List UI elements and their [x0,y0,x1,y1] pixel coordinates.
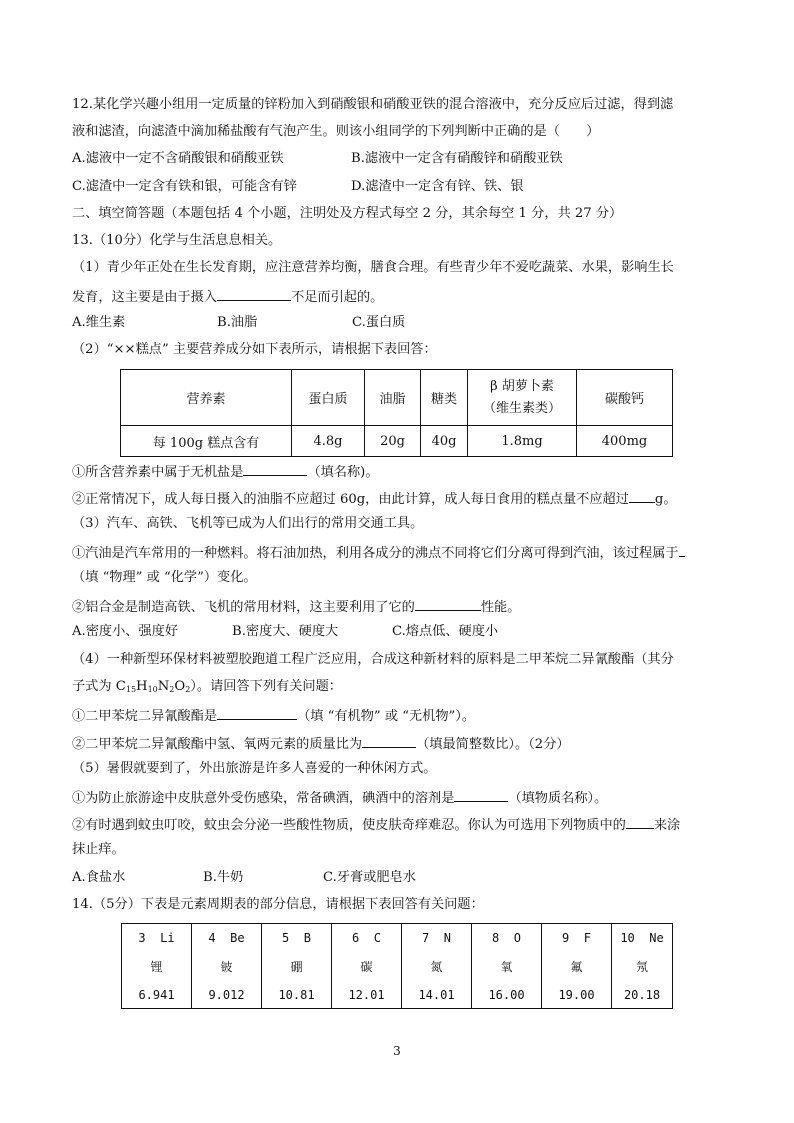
question-text: ②有时遇到蚊虫叮咬，蚊虫会分泌一些酸性物质，使皮肤奇痒难忍。你认为可选用下列物质中的 [72,818,626,833]
page-number: 3 [393,1044,401,1058]
table-cell: 20g [365,426,421,457]
element-cell-f [542,924,612,1009]
q13-part2-heading: （2）“××糕点” 主要营养成分如下表所示，请根据下表回答： [72,342,437,357]
formula-element: O [174,679,186,694]
table-row [121,426,673,457]
atomic-number: 10 [620,930,635,945]
q13-part3-options [72,623,498,641]
question-text: ②二甲苯烷二异氰酸酯中氢、氧两元素的质量比为 [72,737,363,752]
element-cell-o [472,924,542,1009]
q13-part1-text-b: 不足而引起的。 [291,290,384,305]
answer-blank[interactable] [415,596,481,611]
q13-part3-q2 [72,596,520,617]
answer-blank[interactable] [679,542,685,557]
answer-blank[interactable] [626,814,654,829]
question-text: （填最简整数比）。（2分） [416,737,570,752]
atomic-number: 8 [492,930,500,945]
q13-part2-q2 [72,488,677,509]
q13-part1-line1: （1）青少年正处在生长发育期，应注意营养均衡，膳食合理。有些青少年不爱吃蔬菜、水果，影响生长 [72,260,674,275]
question-text: ①为防止旅游途中皮肤意外受伤感染，常备碘酒，碘酒中的溶剂是 [72,791,455,806]
element-cell-be [192,924,262,1009]
atomic-number: 5 [282,930,290,945]
table-header-text: （维生素类） [482,400,561,416]
q13-part4-q1 [72,705,475,726]
atomic-mass: 19.00 [558,987,595,1002]
element-symbol: N [443,930,451,945]
q12-stem-line1: 12.某化学兴趣小组用一定质量的锌粉加入到硝酸银和硝酸亚铁的混合溶液中，充分反应后过滤，得到滤 [72,97,674,112]
q13-part5-q2-line2: 抹止痒。 [72,842,125,857]
table-header-cell: 蛋白质 [292,370,365,426]
atomic-mass: 14.01 [418,987,455,1002]
element-number-symbol [138,931,174,945]
element-symbol: C [373,930,381,945]
element-number-symbol [492,931,521,945]
element-cell-n [402,924,472,1009]
atomic-number: 3 [138,930,146,945]
formula-subscript: 2 [169,685,175,694]
element-name: 铍 [220,959,233,974]
table-header-cell: 碳酸钙 [577,370,673,426]
element-number-symbol [208,931,244,945]
question-text: 性能。 [480,600,521,615]
element-cell-c [332,924,402,1009]
question-text: 子式为 C [72,679,126,694]
q13-part1-text-a: 发育，这主要是由于摄入 [72,290,218,305]
atomic-number: 6 [352,930,360,945]
q13-part4-q2 [72,733,570,754]
answer-blank[interactable] [629,488,655,503]
element-name: 锂 [150,959,163,974]
element-number-symbol [562,931,591,945]
q13-part3-option-c: C.熔点低、硬度小 [392,624,499,639]
question-text: （填 “有机物” 或 “无机物”）。 [297,709,476,724]
element-number-symbol [282,931,311,945]
q13-part5-q1 [72,787,607,808]
question-text: （填物质名称）。 [508,791,608,806]
table-cell: 400mg [577,426,673,457]
atomic-mass: 10.81 [278,987,315,1002]
q13-heading: 13.（10分）化学与生活息息相关。 [72,233,282,248]
table-cell: 4.8g [292,426,365,457]
formula-subscript: 15 [125,685,137,694]
question-text: ①二甲苯烷二异氰酸酯是 [72,709,218,724]
atomic-mass: 6.941 [138,987,175,1002]
q13-part5-options [72,869,416,887]
q13-part3-q1-line1 [72,542,685,563]
nutrition-table [120,369,673,457]
question-text: ②正常情况下，成人每日摄入的油脂不应超过 60g，由此计算，成人每日食用的糕点量不应超过 [72,492,629,507]
element-symbol: F [583,930,591,945]
atomic-mass: 12.01 [348,987,385,1002]
q12-stem-line2: 液和滤渣，向滤渣中滴加稀盐酸有气泡产生。则该小组同学的下列判断中正确的是（ ） [72,124,600,139]
element-symbol: Li [160,930,175,945]
table-cell: 40g [421,426,468,457]
section-heading: 二、填空简答题（本题包括 4 个小题，注明处及方程式每空 2 分，其余每空 1 分，共 27 分） [72,206,623,221]
table-header-row [121,370,673,426]
q13-part5-option-c: C.牙膏或肥皂水 [323,870,416,885]
q12-option-d: D.滤渣中一定含有锌、铁、银 [351,179,524,194]
element-name: 碳 [360,959,373,974]
formula-subscript: 10 [147,685,158,694]
q13-part4-line2 [72,678,342,699]
answer-blank[interactable] [217,286,291,301]
table-header-cell: 营养素 [121,370,292,426]
q12-option-a: A.滤液中一定不含硝酸银和硝酸亚铁 [72,151,284,166]
q12-options-row2 [72,178,524,196]
element-name: 硼 [290,959,303,974]
q13-part4-line1: （4）一种新型环保材料被塑胶跑道工程广泛应用，合成这种新材料的原料是二甲苯烷二异氰酸酯（其分 [72,652,674,667]
element-symbol: Ne [649,930,664,945]
answer-blank[interactable] [454,787,508,802]
q13-part1-option-a: A.维生素 [72,315,126,330]
q13-part5-q2-line1 [72,814,680,835]
atomic-number: 4 [208,930,216,945]
atomic-number: 9 [562,930,570,945]
element-name: 氮 [430,959,443,974]
periodic-table [121,923,673,1009]
element-symbol: Be [230,930,245,945]
q14-heading: 14.（5分）下表是元素周期表的部分信息，请根据下表回答有关问题： [72,897,484,912]
answer-blank[interactable] [362,733,416,748]
element-number-symbol [620,931,663,945]
element-number-symbol [422,931,451,945]
atomic-mass: 20.18 [623,987,661,1002]
element-name: 氖 [635,959,648,974]
atomic-mass: 9.012 [208,987,245,1002]
q13-part1-options [72,314,405,332]
q12-options-row1 [72,150,563,168]
q13-part5-option-b: B.牛奶 [203,870,244,885]
q13-part2-q1 [72,461,379,482]
element-cell-ne [612,924,673,1009]
q12-option-c: C.滤渣中一定含有铁和银，可能含有锌 [72,179,297,194]
question-text: 来涂 [653,818,681,833]
element-symbol: O [513,930,521,945]
q13-part5-heading: （5）暑假就要到了，外出旅游是许多人喜爱的一种休闲方式。 [72,761,437,776]
question-text: ①所含营养素中属于无机盐是 [72,465,244,480]
element-cell-b [262,924,332,1009]
table-header-cell: 糖类 [421,370,468,426]
periodic-table-row [122,924,673,1009]
atomic-mass: 16.00 [488,987,525,1002]
q13-part3-heading: （3）汽车、高铁、飞机等已成为人们出行的常用交通工具。 [72,516,424,531]
question-text: g。 [654,492,677,507]
formula-element: N [157,679,170,694]
q13-part3-option-b: B.密度大、硬度大 [232,624,339,639]
formula-subscript: 2 [185,685,191,694]
table-cell: 每 100g 糕点含有 [121,426,292,457]
element-number-symbol [352,931,381,945]
q13-part3-option-a: A.密度小、强度好 [72,624,179,639]
element-name: 氧 [500,959,513,974]
element-name: 氟 [570,959,583,974]
question-text: （填名称)。 [307,465,379,480]
q13-part1-option-c: C.蛋白质 [352,315,406,330]
table-header-cell: 油脂 [365,370,421,426]
q13-part3-q1-line2: （填 “物理” 或 “化学”）变化。 [72,570,257,585]
atomic-number: 7 [422,930,430,945]
element-cell-li [122,924,192,1009]
q13-part1-option-b: B.油脂 [217,315,258,330]
q13-part1-line2 [72,286,383,307]
table-header-cell [468,370,577,426]
q13-part5-option-a: A.食盐水 [72,870,126,885]
formula-element: H [136,679,148,694]
question-text: ②铝合金是制造高铁、飞机的常用材料，这主要利用了它的 [72,600,415,615]
table-cell: 1.8mg [468,426,577,457]
answer-blank[interactable] [243,461,307,476]
question-text: ①汽油是汽车常用的一种燃料。将石油加热，利用各成分的沸点不同将它们分离可得到汽油，该过程属于 [72,546,679,561]
answer-blank[interactable] [217,705,297,720]
element-symbol: B [303,930,311,945]
question-text: ）。请回答下列有关问题： [190,679,342,694]
table-header-text: β 胡萝卜素 [490,378,554,394]
q12-option-b: B.滤液中一定含有硝酸锌和硝酸亚铁 [351,151,563,166]
